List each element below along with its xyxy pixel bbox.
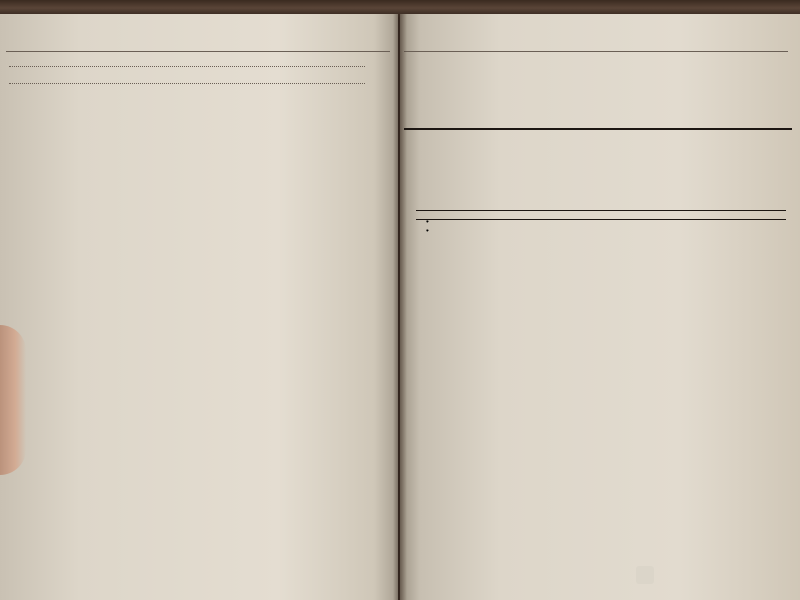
- reader-thumb: [0, 325, 26, 475]
- chapter-body: [416, 208, 786, 226]
- header-rule-left: [6, 51, 390, 52]
- leader-dots: [9, 66, 365, 67]
- header-rule-right: [404, 51, 788, 52]
- section-rule: [416, 210, 786, 211]
- watermark: [636, 566, 658, 584]
- right-page: [400, 14, 800, 600]
- watermark-logo-icon: [636, 566, 654, 584]
- chapter-top-rule: [404, 128, 792, 130]
- toc-glossary: [6, 83, 390, 86]
- toc-bibliography: [6, 66, 390, 69]
- leader-dots: [9, 83, 365, 84]
- table-of-contents: [6, 54, 390, 86]
- left-page: [0, 14, 398, 600]
- book-gutter: [393, 14, 407, 600]
- section-rule: [416, 219, 786, 220]
